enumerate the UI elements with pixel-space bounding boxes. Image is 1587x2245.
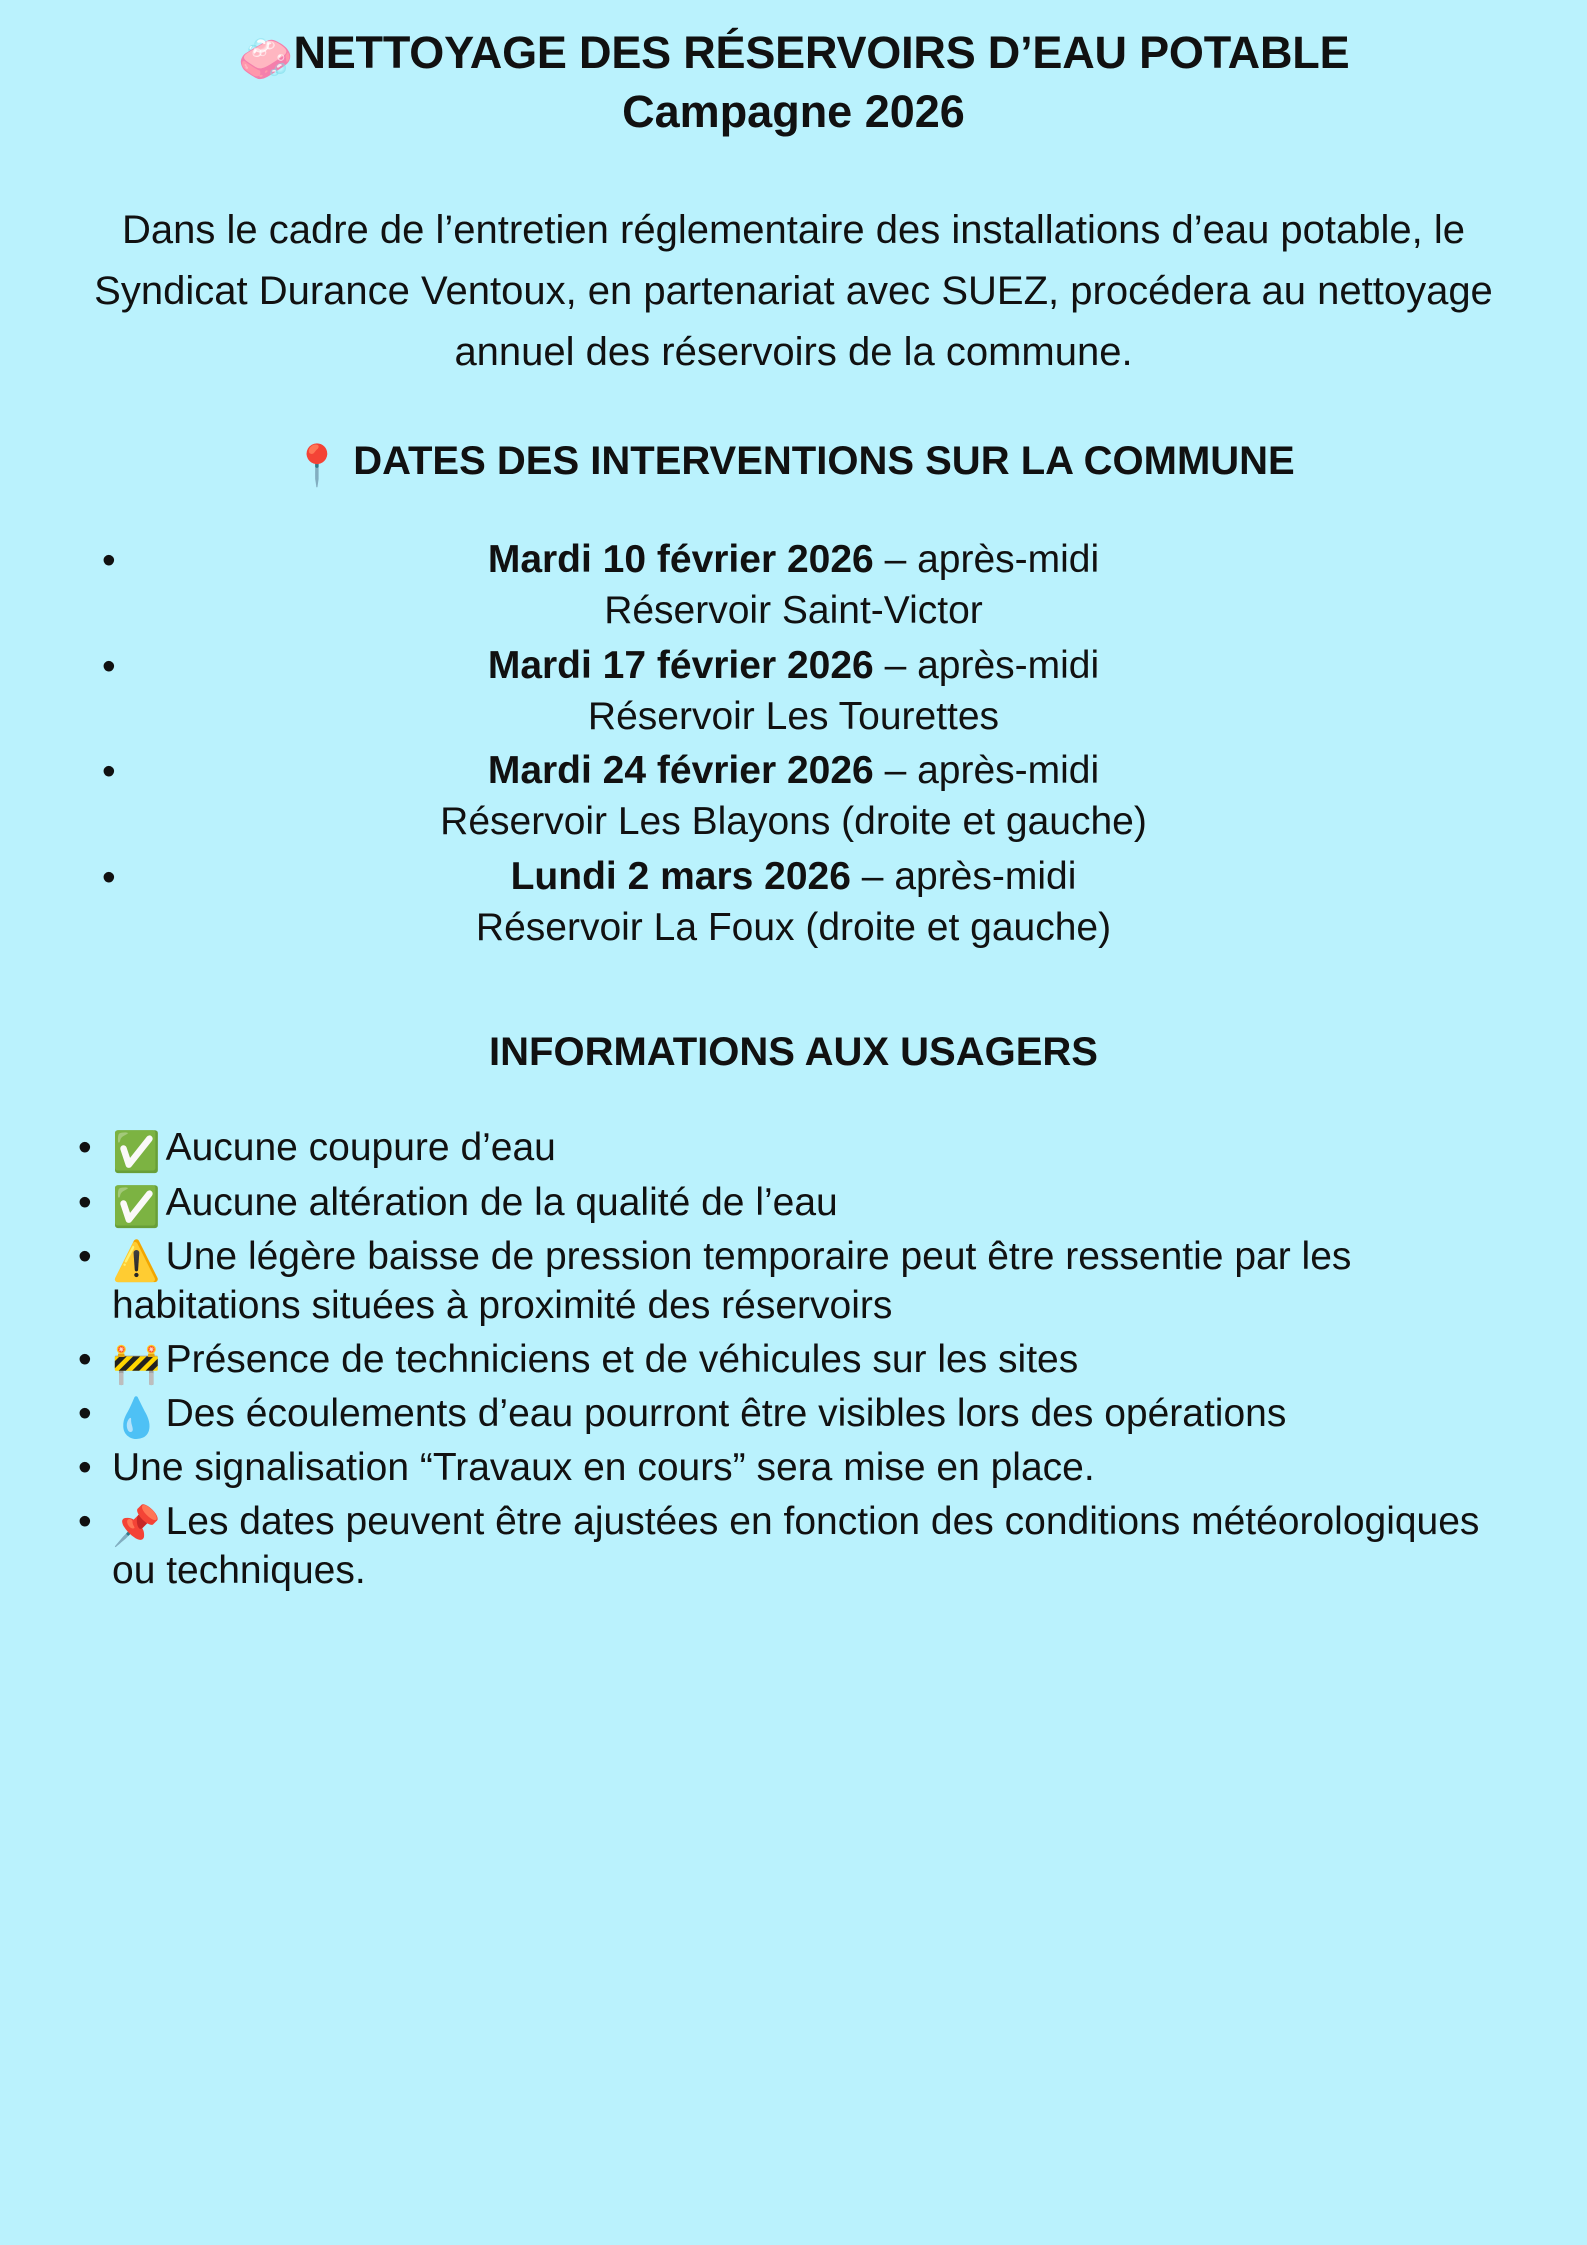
info-item-text: Les dates peuvent être ajustées en fonction des conditions météorologiques ou techniques. [112,1500,1480,1593]
date-line [70,536,1517,585]
list-item [70,1178,1517,1227]
bullet-icon: • [78,1126,92,1170]
list-item [70,853,1517,959]
list-item [70,1389,1517,1441]
date-period: après-midi [917,749,1100,793]
reservoir-name: Réservoir Les Blayons (droite et gauche) [440,800,1147,844]
pin-icon: 📍 [292,444,343,489]
bullet-icon: • [102,750,116,794]
info-section-heading: INFORMATIONS AUX USAGERS [489,1030,1098,1075]
list-item [70,1443,1517,1492]
date-line [70,747,1517,796]
list-item [70,1123,1517,1175]
bullet-icon: • [78,1446,92,1490]
date-separator: – [873,749,918,793]
droplet-icon: 💧 [112,1397,161,1441]
date-line [70,642,1517,691]
info-item-text: Une signalisation “Travaux en cours” sera mise en place. [112,1446,1095,1490]
date-value: Mardi 17 février 2026 [487,643,874,687]
dates-list [70,536,1517,958]
date-separator: – [873,538,918,582]
bullet-icon: • [102,855,116,899]
bullet-icon: • [102,644,116,688]
warning-icon: ⚠️ [112,1239,161,1283]
intro-paragraph: Dans le cadre de l’entretien réglementaire des installations d’eau potable, le Syndicat Durance Ventoux, en partenariat avec SUEZ, procédera au nettoyage annuel des réservoirs de la commune. [94,208,1493,374]
date-line [70,853,1517,902]
info-item-text: Aucune coupure d’eau [165,1126,556,1170]
list-item [70,1497,1517,1595]
reservoir-name: Réservoir Les Tourettes [587,694,1000,738]
dates-section-heading [70,439,1517,487]
bullet-icon: • [78,1180,92,1224]
construction-icon: 🚧 [112,1342,161,1386]
date-period: après-midi [917,643,1100,687]
reservoir-name: Réservoir Saint-Victor [604,589,983,633]
info-item-text: Présence de techniciens et de véhicules sur les sites [165,1337,1079,1381]
bullet-icon: • [78,1234,92,1278]
info-list [70,1123,1517,1595]
bullet-icon: • [102,539,116,583]
reservoir-name: Réservoir La Foux (droite et gauche) [475,905,1112,949]
page-title-text: NETTOYAGE DES RÉSERVOIRS D’EAU POTABLE [293,27,1350,78]
check-mark-icon: ✅ [112,1131,161,1175]
pushpin-icon: 📌 [112,1505,161,1549]
list-item [70,536,1517,642]
list-item [70,642,1517,748]
info-item-text: Une légère baisse de pression temporaire peut être ressentie par les habitations situées à proximité des réservoirs [112,1234,1352,1327]
bullet-icon: • [78,1392,92,1435]
dates-section-heading-text: DATES DES INTERVENTIONS SUR LA COMMUNE [353,438,1295,483]
date-period: après-midi [917,538,1100,582]
info-item-text: Aucune altération de la qualité de l’eau [165,1180,838,1224]
list-item [70,1232,1517,1330]
check-mark-icon: ✅ [112,1185,161,1229]
page-subtitle: Campagne 2026 [622,86,965,138]
poster-header [70,26,1517,138]
info-item-text: Des écoulements d’eau pourront être visibles lors des opérations [165,1392,1287,1435]
list-item [70,747,1517,853]
page-title [70,26,1517,85]
date-value: Lundi 2 mars 2026 [510,854,851,898]
soap-icon: 🧼 [237,33,294,85]
date-separator: – [873,643,918,687]
list-item [70,1335,1517,1384]
date-value: Mardi 10 février 2026 [487,538,874,582]
bullet-icon: • [78,1500,92,1544]
bullet-icon: • [78,1337,92,1381]
date-value: Mardi 24 février 2026 [487,749,874,793]
date-period: après-midi [894,854,1077,898]
date-separator: – [850,854,895,898]
